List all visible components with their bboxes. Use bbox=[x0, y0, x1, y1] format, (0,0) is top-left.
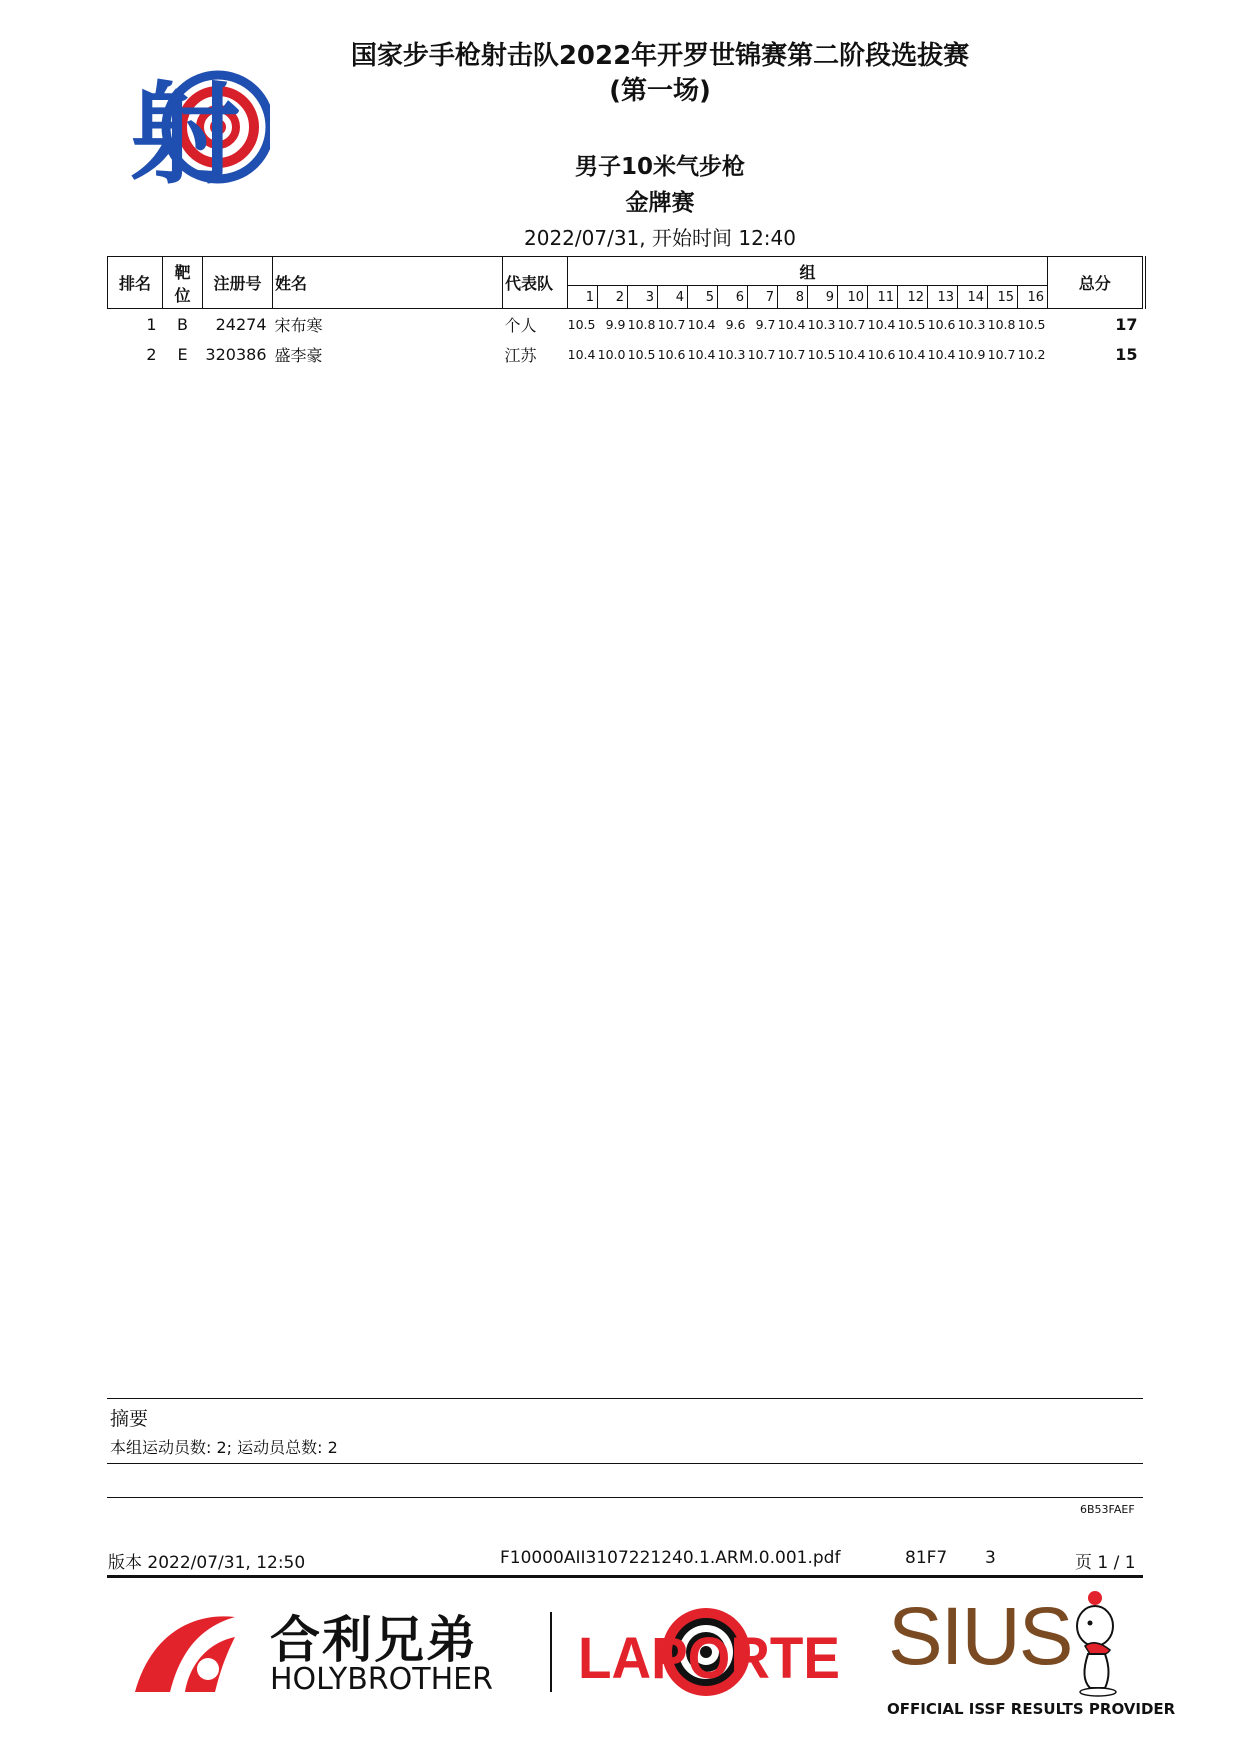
shot-score: 10.8 bbox=[987, 316, 1016, 332]
header-rank: 排名 bbox=[108, 257, 163, 309]
shot-score: 10.4 bbox=[897, 346, 926, 362]
shot-score: 10.7 bbox=[747, 346, 776, 362]
shot-score: 10.4 bbox=[687, 316, 716, 332]
footer-code-2: 3 bbox=[985, 1548, 996, 1568]
header-target-line2: 位 bbox=[174, 285, 191, 305]
shot-score: 10.5 bbox=[807, 346, 836, 362]
table-row bbox=[108, 339, 1144, 369]
target-position: B bbox=[177, 314, 188, 334]
stage-name: 金牌赛 bbox=[625, 190, 695, 216]
footer-code: 81F7 bbox=[905, 1548, 948, 1568]
shot-score: 10.4 bbox=[837, 346, 866, 362]
header-shot-number: 2 bbox=[598, 286, 628, 309]
header-shot-number: 5 bbox=[688, 286, 718, 309]
holybrother-logo-icon bbox=[130, 1607, 240, 1697]
header-group: 组 bbox=[568, 257, 1048, 286]
shot-score: 10.2 bbox=[1017, 346, 1046, 362]
shooting-logo bbox=[120, 55, 270, 205]
header-shot-number: 9 bbox=[808, 286, 838, 309]
header-target bbox=[163, 257, 203, 309]
header-shot-number: 16 bbox=[1018, 286, 1048, 309]
logo-character: 射 bbox=[130, 71, 240, 199]
page-subtitle: (第一场) bbox=[609, 76, 711, 106]
shot-score: 10.7 bbox=[657, 316, 686, 332]
header-shot-number: 13 bbox=[928, 286, 958, 309]
table-header bbox=[108, 257, 1144, 309]
shot-score: 10.5 bbox=[897, 316, 926, 332]
header-reg-no: 注册号 bbox=[203, 257, 273, 309]
sponsor-divider bbox=[550, 1612, 552, 1692]
header-shot-number: 4 bbox=[658, 286, 688, 309]
table-row bbox=[108, 309, 1144, 340]
team: 江苏 bbox=[504, 345, 537, 365]
shot-score: 10.5 bbox=[627, 346, 656, 362]
shot-score: 10.4 bbox=[687, 346, 716, 362]
shot-score: 10.6 bbox=[657, 346, 686, 362]
shot-score: 10.4 bbox=[567, 346, 596, 362]
header-team: 代表队 bbox=[503, 257, 568, 309]
header-shot-number: 12 bbox=[898, 286, 928, 309]
header-target-line1: 靶 bbox=[174, 262, 191, 282]
rank: 2 bbox=[146, 344, 157, 364]
reg-no: 24274 bbox=[215, 314, 267, 334]
shot-score: 9.9 bbox=[605, 316, 626, 332]
summary-title: 摘要 bbox=[110, 1408, 149, 1430]
shot-score: 10.9 bbox=[957, 346, 986, 362]
shot-score: 10.8 bbox=[627, 316, 656, 332]
sius-wordmark: SIUS bbox=[888, 1591, 1072, 1682]
athlete-name: 宋布寒 bbox=[274, 315, 323, 335]
header-name: 姓名 bbox=[273, 257, 503, 309]
sius-tagline: OFFICIAL ISSF RESULTS PROVIDER bbox=[887, 1700, 1176, 1718]
reg-no: 320386 bbox=[205, 344, 267, 364]
header-shot-number: 14 bbox=[958, 286, 988, 309]
shot-score: 10.7 bbox=[837, 316, 866, 332]
shot-score: 10.7 bbox=[987, 346, 1016, 362]
footer-divider-bottom bbox=[107, 1575, 1143, 1578]
event-name: 男子10米气步枪 bbox=[574, 154, 745, 180]
holybrother-english: HOLYBROTHER bbox=[270, 1662, 493, 1697]
total-score: 17 bbox=[1115, 314, 1138, 334]
footer-divider-top bbox=[107, 1497, 1143, 1498]
shot-score: 10.3 bbox=[717, 346, 746, 362]
shot-score: 10.0 bbox=[597, 346, 626, 362]
athlete-name: 盛李豪 bbox=[274, 345, 323, 365]
shot-score: 10.5 bbox=[1017, 316, 1046, 332]
shot-score: 9.6 bbox=[725, 316, 746, 332]
header-shot-number: 10 bbox=[838, 286, 868, 309]
shot-score: 10.7 bbox=[777, 346, 806, 362]
shot-score: 10.3 bbox=[957, 316, 986, 332]
file-name: F10000AII3107221240.1.ARM.0.001.pdf bbox=[500, 1548, 841, 1568]
shot-score: 10.5 bbox=[567, 316, 596, 332]
summary-divider-bottom bbox=[107, 1463, 1143, 1464]
laporte-wordmark: LAPORTE bbox=[578, 1626, 840, 1691]
header-shot-number: 6 bbox=[718, 286, 748, 309]
shot-score: 10.4 bbox=[867, 316, 896, 332]
page-number: 页 1 / 1 bbox=[1075, 1553, 1136, 1573]
header-shot-number: 11 bbox=[868, 286, 898, 309]
shot-score: 10.4 bbox=[927, 346, 956, 362]
header-shot-number: 3 bbox=[628, 286, 658, 309]
sius-mascot-icon bbox=[1060, 1588, 1140, 1698]
summary-text: 本组运动员数: 2; 运动员总数: 2 bbox=[110, 1438, 338, 1457]
summary-divider-top bbox=[107, 1398, 1143, 1399]
shot-score: 10.6 bbox=[927, 316, 956, 332]
shot-score: 10.3 bbox=[807, 316, 836, 332]
holybrother-chinese: 合利兄弟 bbox=[270, 1611, 478, 1669]
laporte-logo bbox=[576, 1600, 846, 1700]
page-title: 国家步手枪射击队2022年开罗世锦赛第二阶段选拔赛 bbox=[350, 41, 970, 71]
shot-score: 9.7 bbox=[755, 316, 776, 332]
document-hash: 6B53FAEF bbox=[1080, 1503, 1135, 1516]
target-position: E bbox=[177, 344, 188, 364]
version-text: 版本 2022/07/31, 12:50 bbox=[108, 1553, 306, 1573]
header-shot-number: 15 bbox=[988, 286, 1018, 309]
results-table bbox=[107, 256, 1146, 369]
team: 个人 bbox=[504, 315, 537, 335]
shot-score: 10.4 bbox=[777, 316, 806, 332]
header-shot-number: 7 bbox=[748, 286, 778, 309]
shot-score: 10.6 bbox=[867, 346, 896, 362]
total-score: 15 bbox=[1115, 344, 1138, 364]
header-total: 总分 bbox=[1048, 257, 1144, 309]
header-shot-number: 8 bbox=[778, 286, 808, 309]
rank: 1 bbox=[146, 314, 157, 334]
date-start-time: 2022/07/31, 开始时间 12:40 bbox=[524, 226, 796, 250]
header-shot-number: 1 bbox=[568, 286, 598, 309]
